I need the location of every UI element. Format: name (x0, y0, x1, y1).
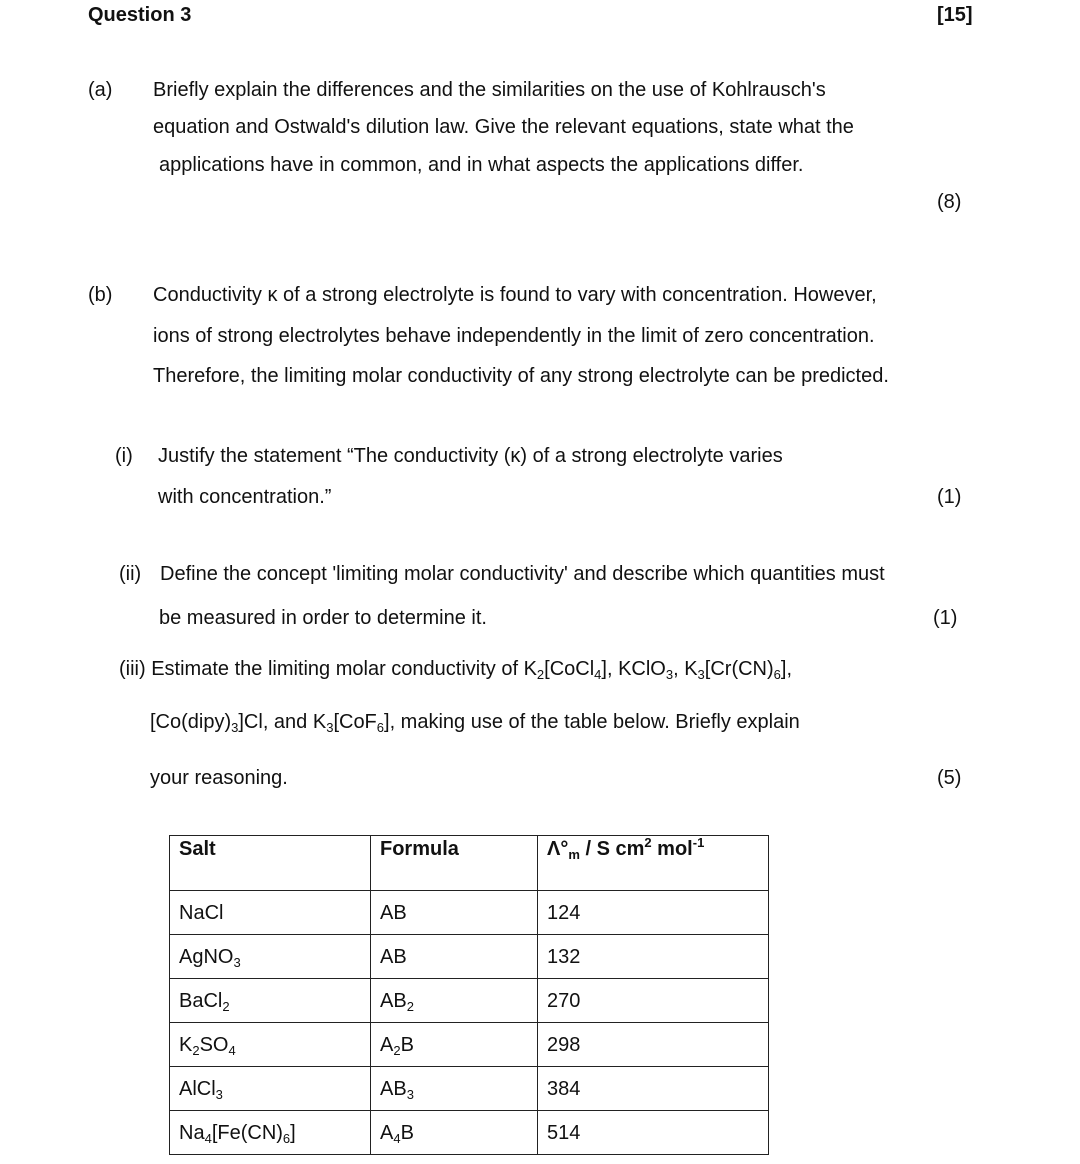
sub-iii-line-3: your reasoning. (150, 767, 288, 789)
sub-iii-line-2: $[Co(dipy)_3]Cl$, and $K_3[CoF_6]$, making use of the table below. Briefly explain (150, 711, 800, 735)
cell-formula: $A_2B$ (371, 1023, 538, 1067)
sub-iii-marks: (5) (937, 767, 962, 789)
cell-salt: AlCl$_3$ (170, 1067, 371, 1111)
table-row (170, 979, 769, 1023)
part-b-line-1: Conductivity κ of a strong electrolyte is found to vary with concentration. However, (153, 284, 877, 306)
table-row (170, 1111, 769, 1155)
sub-ii-label: (ii) (119, 563, 142, 585)
header-formula: Formula (371, 836, 538, 891)
cell-formula: $A_4B$ (371, 1111, 538, 1155)
header-salt: Salt (170, 836, 371, 891)
part-a-label: (a) (88, 79, 113, 101)
part-b-label: (b) (88, 284, 113, 306)
cell-value: 124 (538, 891, 769, 935)
sub-ii-line-1: Define the concept 'limiting molar conductivity' and describe which quantities must (160, 563, 885, 585)
table-row (170, 1023, 769, 1067)
sub-i-line-1: Justify the statement “The conductivity (κ) of a strong electrolyte varies (158, 445, 783, 467)
part-a-line-3: applications have in common, and in what aspects the applications differ. (159, 154, 804, 176)
sub-i-label: (i) (115, 445, 133, 467)
cell-value: 514 (538, 1111, 769, 1155)
cell-value: 298 (538, 1023, 769, 1067)
cell-salt: $K_2SO_4$ (170, 1023, 371, 1067)
part-a-line-2: equation and Ostwald's dilution law. Give the relevant equations, state what the (153, 116, 854, 138)
sub-iii-label: (iii) (119, 658, 146, 680)
cell-formula: AB (371, 935, 538, 979)
cell-salt: NaCl (170, 891, 371, 935)
cell-salt: $Na_4[Fe(CN)_6]$ (170, 1111, 371, 1155)
table-row (170, 935, 769, 979)
cell-formula: $AB_3$ (371, 1067, 538, 1111)
part-a-line-1: Briefly explain the differences and the similarities on the use of Kohlrausch's (153, 79, 826, 101)
table-row (170, 891, 769, 935)
cell-salt: BaCl$_2$ (170, 979, 371, 1023)
cell-value: 384 (538, 1067, 769, 1111)
header-lambda: $\Lambda^\circ_m$ / S $cm^2$ mol$^{-1}$ (538, 836, 769, 891)
cell-formula: $AB_2$ (371, 979, 538, 1023)
total-marks: [15] (937, 4, 973, 26)
sub-ii-marks: (1) (933, 607, 958, 629)
cell-value: 132 (538, 935, 769, 979)
table-row (170, 1067, 769, 1111)
sub-ii-line-2: be measured in order to determine it. (159, 607, 487, 629)
sub-iii-line-1: (iii) Estimate the limiting molar conductivity of $K_2[CoCl_4]$, KClO$_3$, $K_3[Cr(CN)_6]$, (119, 658, 793, 682)
part-a-marks: (8) (937, 191, 962, 213)
question-title: Question 3 (88, 4, 192, 26)
table-header-row (170, 836, 769, 891)
conductivity-table (169, 835, 769, 1155)
cell-value: 270 (538, 979, 769, 1023)
sub-i-line-2: with concentration.” (158, 486, 332, 508)
part-b-line-2: ions of strong electrolytes behave independently in the limit of zero concentration. (153, 325, 875, 347)
cell-salt: AgNO$_3$ (170, 935, 371, 979)
sub-i-marks: (1) (937, 486, 962, 508)
part-b-line-3: Therefore, the limiting molar conductivity of any strong electrolyte can be predicted. (153, 365, 889, 387)
cell-formula: AB (371, 891, 538, 935)
